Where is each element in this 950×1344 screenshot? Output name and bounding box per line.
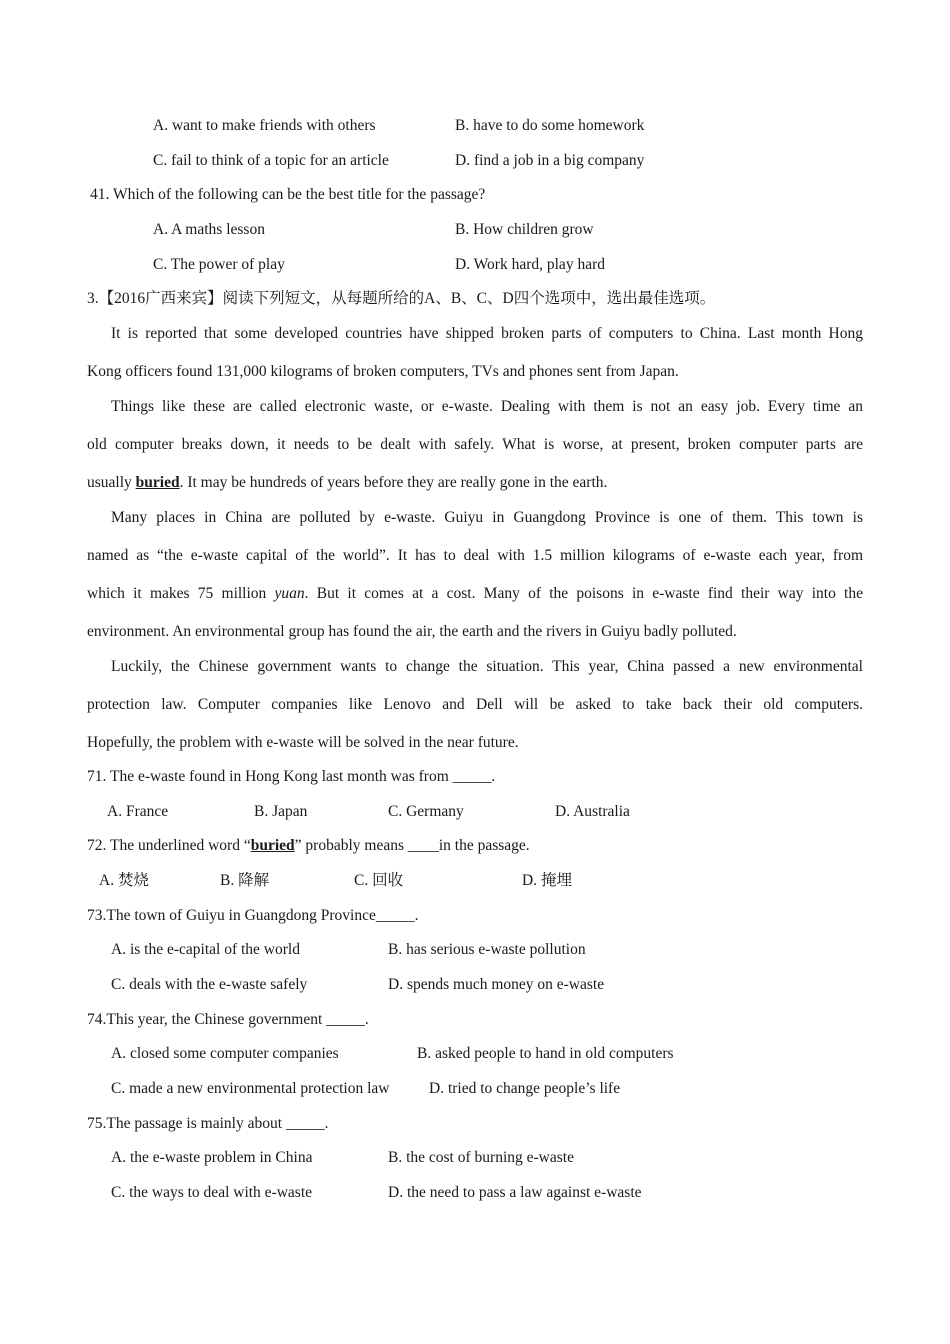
passage-p2-line2: old computer breaks down, it needs to be dealt with safely. What is worse, at present, broken computer parts are: [87, 436, 863, 453]
passage-p3-line1: Many places in China are polluted by e-waste. Guiyu in Guangdong Province is one of them. This town is: [111, 509, 863, 526]
q74-option-b: B. asked people to hand in old computers: [417, 1045, 674, 1062]
q71-option-d: D. Australia: [555, 803, 630, 820]
q41-stem: 41. Which of the following can be the best title for the passage?: [90, 186, 486, 203]
passage-p1-line2: Kong officers found 131,000 kilograms of broken computers, TVs and phones sent from Japan.: [87, 363, 679, 380]
passage-p4-line3: Hopefully, the problem with e-waste will be solved in the near future.: [87, 734, 519, 751]
q73-option-c: C. deals with the e-waste safely: [111, 976, 308, 993]
passage-p2-line1: Things like these are called electronic waste, or e-waste. Dealing with them is not an easy job. Every time an: [111, 398, 863, 415]
q72-option-a: A. 焚烧: [99, 872, 149, 889]
q74-option-c: C. made a new environmental protection law: [111, 1080, 390, 1097]
section-heading: 3.【2016广西来宾】阅读下列短文，从每题所给的A、B、C、D四个选项中，选出最佳选项。: [87, 290, 716, 307]
underlined-word-buried: buried: [135, 474, 180, 491]
q75-stem: 75.The passage is mainly about _____.: [87, 1115, 329, 1132]
q72-option-d: D. 掩埋: [522, 872, 572, 889]
q71-stem: 71. The e-waste found in Hong Kong last month was from _____.: [87, 768, 496, 785]
passage-p3-line3: which it makes 75 million yuan. But it comes at a cost. Many of the poisons in e-waste find their way into the: [87, 585, 863, 602]
q74-option-d: D. tried to change people’s life: [429, 1080, 621, 1097]
q74-option-a: A. closed some computer companies: [111, 1045, 339, 1062]
q40-option-b: B. have to do some homework: [455, 117, 645, 134]
q71-option-c: C. Germany: [388, 803, 464, 820]
q74-stem: 74.This year, the Chinese government _____.: [87, 1011, 369, 1028]
q75-option-c: C. the ways to deal with e-waste: [111, 1184, 313, 1201]
passage-p4-line2: protection law. Computer companies like Lenovo and Dell will be asked to take back their old computers.: [87, 696, 863, 713]
q72-stem: 72. The underlined word “buried” probably means ____in the passage.: [87, 837, 530, 854]
underlined-word-buried-ref: buried: [250, 837, 295, 854]
q75-option-b: B. the cost of burning e-waste: [388, 1149, 574, 1166]
q75-option-d: D. the need to pass a law against e-waste: [388, 1184, 642, 1201]
q40-option-d: D. find a job in a big company: [455, 152, 645, 169]
passage-p2-line3: usually buried. It may be hundreds of years before they are really gone in the earth.: [87, 474, 608, 491]
q73-option-b: B. has serious e-waste pollution: [388, 941, 586, 958]
passage-p3-line4: environment. An environmental group has found the air, the earth and the rivers in Guiyu badly polluted.: [87, 623, 737, 640]
q72-option-b: B. 降解: [220, 872, 270, 889]
q73-option-a: A. is the e-capital of the world: [111, 941, 300, 958]
passage-p4-line1: Luckily, the Chinese government wants to change the situation. This year, China passed a new environmental: [111, 658, 863, 675]
passage-p3-line2: named as “the e-waste capital of the world”. It has to deal with 1.5 million kilograms of e-waste each year, from: [87, 547, 863, 564]
q40-option-a: A. want to make friends with others: [153, 117, 376, 134]
q41-option-a: A. A maths lesson: [153, 221, 265, 238]
q71-option-a: A. France: [107, 803, 169, 820]
passage-p1-line1: It is reported that some developed countries have shipped broken parts of computers to China. Last month Hong: [111, 325, 863, 342]
q41-option-b: B. How children grow: [455, 221, 594, 238]
q73-option-d: D. spends much money on e-waste: [388, 976, 605, 993]
q72-option-c: C. 回收: [354, 872, 404, 889]
q75-option-a: A. the e-waste problem in China: [111, 1149, 313, 1166]
q41-option-c: C. The power of play: [153, 256, 285, 273]
q71-option-b: B. Japan: [254, 803, 308, 820]
q73-stem: 73.The town of Guiyu in Guangdong Province_____.: [87, 907, 419, 924]
q40-option-c: C. fail to think of a topic for an article: [153, 152, 389, 169]
q41-option-d: D. Work hard, play hard: [455, 256, 605, 273]
